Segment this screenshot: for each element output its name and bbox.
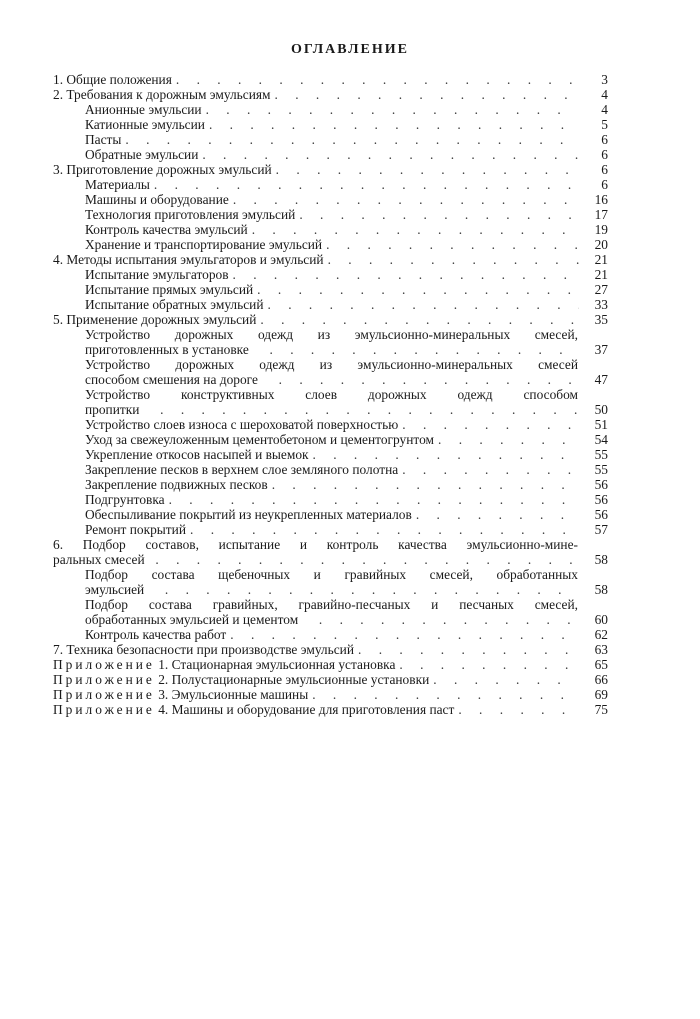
leader-dots (458, 702, 579, 717)
toc-entry (53, 162, 608, 177)
leader-dots (402, 462, 579, 477)
page-number: 4 (601, 87, 608, 102)
leader-dots (268, 297, 580, 312)
toc-entry-text-line2: пропитки (85, 402, 140, 417)
page-number: 56 (594, 507, 608, 522)
toc-entry-text: Испытание эмульгаторов (85, 267, 229, 282)
page-number: 20 (594, 237, 608, 252)
toc-appendix-text: Приложение 4. Машины и оборудование для приготовления паст (53, 702, 455, 717)
page-number: 16 (594, 192, 608, 207)
page-number: 58 (594, 582, 608, 597)
leader-dots (260, 312, 579, 327)
toc-entry (53, 87, 608, 102)
leader-dots (169, 492, 579, 507)
page-number: 62 (594, 627, 608, 642)
appendix-label: Приложение (53, 657, 155, 672)
toc-entry-text-line2: приготовленных в установке (85, 342, 249, 357)
page-number: 6 (601, 177, 608, 192)
toc-entry (53, 432, 608, 447)
toc-entry (53, 492, 608, 507)
leader-dots (252, 222, 579, 237)
toc-entry (53, 417, 608, 432)
page-number: 27 (594, 282, 608, 297)
leader-dots (230, 627, 579, 642)
page-number: 66 (594, 672, 608, 687)
leader-dots (233, 192, 579, 207)
toc-entry (53, 672, 608, 687)
page-number: 33 (594, 297, 608, 312)
toc-entry-text: 3. Приготовление дорожных эмульсий (53, 162, 272, 177)
toc-entry (53, 237, 608, 252)
toc-entry-text: Подгрунтовка (85, 492, 165, 507)
leader-dots (148, 582, 579, 597)
toc-entry (53, 597, 608, 627)
toc-entry (53, 537, 608, 567)
toc-entry-text-line1: Устройство конструктивных слоев дорожных одежд способом (85, 387, 578, 402)
toc-entry-text: Ремонт покрытий (85, 522, 186, 537)
leader-dots (276, 162, 579, 177)
page-number: 55 (594, 462, 608, 477)
toc-entry (53, 282, 608, 297)
toc-entry-text: Испытание прямых эмульсий (85, 282, 254, 297)
toc-entry (53, 132, 608, 147)
page-number: 6 (601, 162, 608, 177)
toc-entry (53, 252, 608, 267)
leader-dots (299, 207, 579, 222)
toc-entry-text: Хранение и транспортирование эмульсий (85, 237, 323, 252)
page-number: 21 (594, 267, 608, 282)
table-of-contents (53, 72, 608, 717)
toc-entry-text: Укрепление откосов насыпей и выемок (85, 447, 309, 462)
page-number: 21 (594, 252, 608, 267)
toc-entry (53, 312, 608, 327)
page-number: 63 (594, 642, 608, 657)
page-number: 69 (594, 687, 608, 702)
leader-dots (438, 432, 579, 447)
toc-entry (53, 687, 608, 702)
toc-entry-text: 2. Требования к дорожным эмульсиям (53, 87, 271, 102)
toc-entry (53, 447, 608, 462)
toc-entry (53, 387, 608, 417)
page-number: 47 (594, 372, 608, 387)
toc-entry (53, 72, 608, 87)
page-number: 51 (594, 417, 608, 432)
toc-entry-text: Контроль качества работ (85, 627, 227, 642)
toc-entry-text: Испытание обратных эмульсий (85, 297, 264, 312)
leader-dots (275, 87, 579, 102)
leader-dots (416, 507, 579, 522)
page-number: 58 (594, 552, 608, 567)
toc-entry-text-line1: Устройство дорожных одежд из эмульсионно-минеральных смесей (85, 357, 578, 372)
toc-entry-text: Пасты (85, 132, 122, 147)
page-number: 17 (594, 207, 608, 222)
toc-entry-text-line1: Устройство дорожных одежд из эмульсионно-минеральных смесей, (85, 327, 578, 342)
leader-dots (233, 267, 579, 282)
page-number: 6 (601, 132, 608, 147)
toc-entry-text: Закрепление песков в верхнем слое земляного полотна (85, 462, 399, 477)
toc-entry (53, 147, 608, 162)
toc-entry-text: Устройство слоев износа с шероховатой поверхностью (85, 417, 399, 432)
toc-entry (53, 657, 608, 672)
leader-dots (143, 402, 579, 417)
leader-dots (257, 282, 579, 297)
page-number: 60 (594, 612, 608, 627)
toc-entry-text: Машины и оборудование (85, 192, 229, 207)
leader-dots (149, 552, 579, 567)
toc-entry-text-line2: ральных смесей (53, 552, 145, 567)
toc-entry-text-line1: Подбор состава щебеночных и гравийных смесей, обработанных (85, 567, 578, 582)
page-number: 50 (594, 402, 608, 417)
toc-entry (53, 357, 608, 387)
leader-dots (272, 477, 579, 492)
leader-dots (253, 342, 579, 357)
leader-dots (262, 372, 579, 387)
page-number: 75 (594, 702, 608, 717)
leader-dots (176, 72, 579, 87)
toc-entry (53, 642, 608, 657)
leader-dots (328, 252, 579, 267)
toc-appendix-text: Приложение 3. Эмульсионные машины (53, 687, 309, 702)
toc-entry-text: Уход за свежеуложенным цементобетоном и цементогрунтом (85, 432, 434, 447)
toc-entry-text-line2: обработанных эмульсией и цементом (85, 612, 299, 627)
toc-appendix-text: Приложение 2. Полустационарные эмульсионные установки (53, 672, 430, 687)
toc-entry-text: Обеспыливание покрытий из неукрепленных материалов (85, 507, 412, 522)
leader-dots (402, 417, 579, 432)
toc-entry-text: 5. Применение дорожных эмульсий (53, 312, 257, 327)
toc-entry (53, 567, 608, 597)
toc-entry-text: Закрепление подвижных песков (85, 477, 268, 492)
toc-entry (53, 267, 608, 282)
toc-entry (53, 192, 608, 207)
toc-entry-text: Катионные эмульсии (85, 117, 205, 132)
toc-entry-text: 1. Общие положения (53, 72, 172, 87)
toc-entry-text: 4. Методы испытания эмульгаторов и эмульсий (53, 252, 324, 267)
toc-entry-text: Технология приготовления эмульсий (85, 207, 296, 222)
page-number: 5 (601, 117, 608, 132)
leader-dots (302, 612, 579, 627)
leader-dots (190, 522, 579, 537)
page-number: 4 (601, 102, 608, 117)
page-number: 56 (594, 477, 608, 492)
leader-dots (202, 147, 579, 162)
toc-entry (53, 207, 608, 222)
toc-entry-text: Материалы (85, 177, 150, 192)
page-number: 56 (594, 492, 608, 507)
toc-entry (53, 327, 608, 357)
toc-entry-text: Анионные эмульсии (85, 102, 202, 117)
page-number: 65 (594, 657, 608, 672)
toc-appendix-text: Приложение 1. Стационарная эмульсионная установка (53, 657, 396, 672)
toc-entry (53, 102, 608, 117)
page-number: 37 (594, 342, 608, 357)
leader-dots (358, 642, 579, 657)
toc-entry (53, 222, 608, 237)
toc-entry (53, 702, 608, 717)
toc-entry (53, 507, 608, 522)
toc-entry-text: Обратные эмульсии (85, 147, 199, 162)
appendix-label: Приложение (53, 702, 155, 717)
toc-entry (53, 627, 608, 642)
leader-dots (154, 177, 579, 192)
page-number: 19 (594, 222, 608, 237)
page-title: ОГЛАВЛЕНИЕ (291, 42, 409, 57)
page-number: 3 (601, 72, 608, 87)
toc-entry (53, 117, 608, 132)
page-number: 35 (594, 312, 608, 327)
page-number: 6 (601, 147, 608, 162)
toc-entry-text-line2: способом смешения на дороге (85, 372, 258, 387)
leader-dots (326, 237, 579, 252)
leader-dots (399, 657, 579, 672)
appendix-label: Приложение (53, 687, 155, 702)
appendix-label: Приложение (53, 672, 155, 687)
leader-dots (206, 102, 579, 117)
toc-entry (53, 297, 608, 312)
toc-entry-text-line1: 6. Подбор составов, испытание и контроль качества эмульсионно-мине- (53, 537, 578, 552)
toc-entry (53, 177, 608, 192)
leader-dots (313, 447, 579, 462)
toc-entry (53, 462, 608, 477)
toc-entry-text: Контроль качества эмульсий (85, 222, 248, 237)
toc-entry (53, 477, 608, 492)
page-number: 54 (594, 432, 608, 447)
toc-entry-text-line2: эмульсией (85, 582, 145, 597)
leader-dots (433, 672, 579, 687)
toc-entry-text: 7. Техника безопасности при производстве эмульсий (53, 642, 355, 657)
toc-entry (53, 522, 608, 537)
page-number: 55 (594, 447, 608, 462)
page-number: 57 (594, 522, 608, 537)
leader-dots (209, 117, 579, 132)
leader-dots (125, 132, 579, 147)
toc-entry-text-line1: Подбор состава гравийных, гравийно-песчаных и песчаных смесей, (85, 597, 578, 612)
leader-dots (312, 687, 579, 702)
